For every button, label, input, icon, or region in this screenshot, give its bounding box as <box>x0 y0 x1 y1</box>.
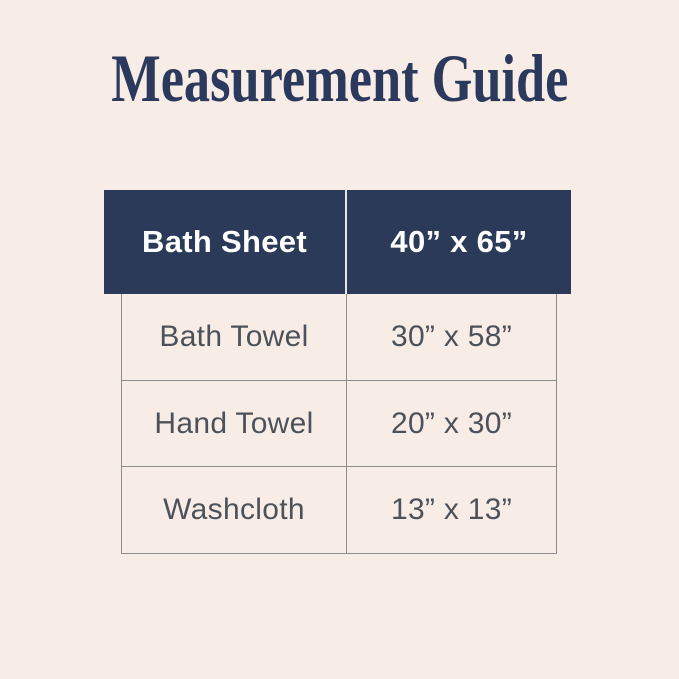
table-row <box>122 381 556 468</box>
header-cell-item: Bath Sheet <box>142 224 307 259</box>
header-cell-size: 40” x 65” <box>390 224 528 259</box>
row-cell-size: 30” x 58” <box>390 319 513 353</box>
page-title: Measurement Guide <box>110 40 569 116</box>
row-cell-item: Washcloth <box>122 467 347 553</box>
row-cell-size: 20” x 30” <box>390 406 513 440</box>
table-header-row <box>104 190 571 294</box>
table-body <box>121 294 557 554</box>
row-cell-item: Bath Towel <box>122 294 347 380</box>
row-cell-item: Hand Towel <box>122 381 347 467</box>
row-cell-size: 13” x 13” <box>390 493 513 527</box>
page-title-wrap <box>0 40 679 116</box>
table-row <box>122 294 556 381</box>
table-row <box>122 467 556 553</box>
